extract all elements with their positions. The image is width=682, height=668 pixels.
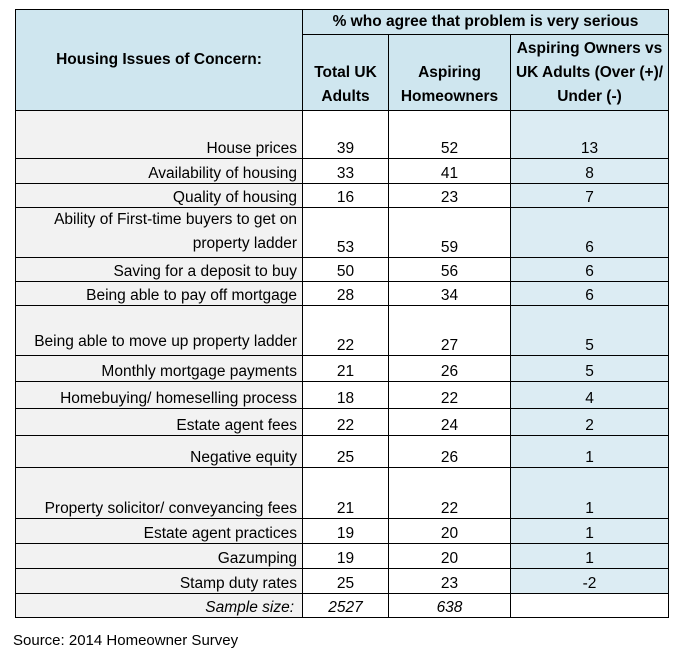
difference-value: 7	[511, 184, 669, 208]
issue-label: House prices	[16, 111, 303, 159]
aspiring-homeowners-value: 22	[389, 382, 511, 409]
issue-label: Property solicitor/ conveyancing fees	[16, 468, 303, 519]
total-uk-adults-value: 21	[303, 356, 389, 382]
table-row	[16, 519, 669, 544]
difference-value: 5	[511, 356, 669, 382]
aspiring-homeowners-value: 34	[389, 282, 511, 306]
issue-label: Estate agent practices	[16, 519, 303, 544]
total-uk-adults-value: 16	[303, 184, 389, 208]
table-row	[16, 468, 669, 519]
total-uk-adults-value: 19	[303, 544, 389, 569]
table-row	[16, 258, 669, 282]
group-header-cell: % who agree that problem is very serious	[303, 10, 669, 35]
issue-label: Saving for a deposit to buy	[16, 258, 303, 282]
difference-value: 1	[511, 544, 669, 569]
total-uk-adults-value: 25	[303, 436, 389, 468]
total-uk-adults-value: 21	[303, 468, 389, 519]
table-row	[16, 382, 669, 409]
column-header-total-uk-adults: Total UK Adults	[303, 35, 389, 111]
difference-value: 1	[511, 519, 669, 544]
difference-value: -2	[511, 569, 669, 594]
housing-issues-table	[15, 9, 669, 618]
aspiring-homeowners-value: 56	[389, 258, 511, 282]
aspiring-homeowners-value: 24	[389, 409, 511, 436]
table-row	[16, 356, 669, 382]
issue-label: Ability of First-time buyers to get on property ladder	[16, 208, 303, 258]
aspiring-homeowners-value: 23	[389, 184, 511, 208]
total-uk-adults-value: 22	[303, 306, 389, 356]
difference-value: 5	[511, 306, 669, 356]
column-header-difference: Aspiring Owners vs UK Adults (Over (+)/ Under (-)	[511, 35, 669, 111]
table-row	[16, 282, 669, 306]
table-row	[16, 436, 669, 468]
total-uk-adults-value: 22	[303, 409, 389, 436]
aspiring-homeowners-value: 26	[389, 436, 511, 468]
total-uk-adults-value: 18	[303, 382, 389, 409]
issue-label: Being able to pay off mortgage	[16, 282, 303, 306]
issue-label: Availability of housing	[16, 159, 303, 184]
total-uk-adults-value: 39	[303, 111, 389, 159]
aspiring-homeowners-value: 20	[389, 519, 511, 544]
sample-size-aspiring-homeowners: 638	[389, 594, 511, 618]
sample-size-label: Sample size:	[16, 594, 303, 618]
aspiring-homeowners-value: 41	[389, 159, 511, 184]
sample-size-difference	[511, 594, 669, 618]
issue-label: Monthly mortgage payments	[16, 356, 303, 382]
data-rows	[16, 111, 669, 594]
header-row-group	[16, 10, 669, 35]
difference-value: 8	[511, 159, 669, 184]
aspiring-homeowners-value: 59	[389, 208, 511, 258]
column-header-aspiring-homeowners: Aspiring Homeowners	[389, 35, 511, 111]
difference-value: 4	[511, 382, 669, 409]
total-uk-adults-value: 25	[303, 569, 389, 594]
table-row	[16, 208, 669, 258]
difference-value: 1	[511, 468, 669, 519]
issue-label: Gazumping	[16, 544, 303, 569]
table-row	[16, 306, 669, 356]
total-uk-adults-value: 33	[303, 159, 389, 184]
sample-size-total-uk-adults: 2527	[303, 594, 389, 618]
difference-value: 13	[511, 111, 669, 159]
sample-size-row	[16, 594, 669, 618]
total-uk-adults-value: 28	[303, 282, 389, 306]
table-row	[16, 159, 669, 184]
difference-value: 2	[511, 409, 669, 436]
table-row	[16, 111, 669, 159]
issue-label: Estate agent fees	[16, 409, 303, 436]
aspiring-homeowners-value: 23	[389, 569, 511, 594]
aspiring-homeowners-value: 26	[389, 356, 511, 382]
aspiring-homeowners-value: 27	[389, 306, 511, 356]
aspiring-homeowners-value: 52	[389, 111, 511, 159]
total-uk-adults-value: 53	[303, 208, 389, 258]
issue-label: Stamp duty rates	[16, 569, 303, 594]
difference-value: 6	[511, 258, 669, 282]
total-uk-adults-value: 19	[303, 519, 389, 544]
aspiring-homeowners-value: 20	[389, 544, 511, 569]
issue-label: Negative equity	[16, 436, 303, 468]
table-row	[16, 569, 669, 594]
table-row	[16, 409, 669, 436]
difference-value: 6	[511, 282, 669, 306]
total-uk-adults-value: 50	[303, 258, 389, 282]
row-header-cell: Housing Issues of Concern:	[16, 10, 303, 111]
table-row	[16, 544, 669, 569]
aspiring-homeowners-value: 22	[389, 468, 511, 519]
difference-value: 1	[511, 436, 669, 468]
issue-label: Homebuying/ homeselling process	[16, 382, 303, 409]
source-note: Source: 2014 Homeowner Survey	[13, 632, 239, 649]
issue-label: Being able to move up property ladder	[16, 306, 303, 356]
table-row	[16, 184, 669, 208]
issue-label: Quality of housing	[16, 184, 303, 208]
difference-value: 6	[511, 208, 669, 258]
